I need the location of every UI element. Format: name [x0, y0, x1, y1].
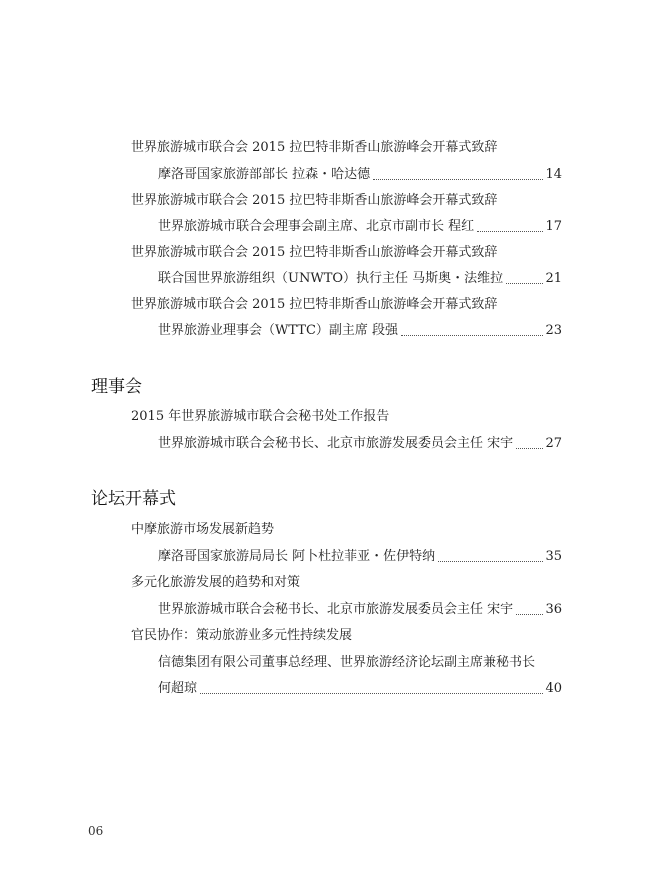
toc-entry-title: 世界旅游城市联合会 2015 拉巴特非斯香山旅游峰会开幕式致辞: [131, 245, 498, 260]
dot-leader: [516, 613, 543, 615]
dot-leader: [438, 560, 543, 562]
toc-entry-line[interactable]: [158, 601, 562, 619]
toc-entry-speaker: 世界旅游城市联合会理事会副主席、北京市副市长 程红: [158, 219, 475, 234]
dot-leader: [401, 334, 543, 336]
toc-entry-page: 21: [545, 271, 562, 286]
toc-entry-line[interactable]: [158, 680, 562, 698]
toc-entry-page: 36: [545, 602, 562, 617]
toc-entry-page: 14: [545, 167, 562, 182]
toc-entry-title: 世界旅游城市联合会 2015 拉巴特非斯香山旅游峰会开幕式致辞: [131, 140, 498, 155]
toc-entry-speaker: 摩洛哥国家旅游部部长 拉森・哈达德: [158, 167, 371, 182]
toc-entry-title: 多元化旅游发展的趋势和对策: [131, 575, 301, 590]
toc-entry-speaker: 世界旅游城市联合会秘书长、北京市旅游发展委员会主任 宋宇: [158, 436, 514, 451]
toc-entry-speaker: 世界旅游业理事会（WTTC）副主席 段强: [158, 323, 399, 338]
dot-leader: [200, 692, 543, 694]
toc-entry-speaker: 何超琼: [158, 681, 198, 696]
dot-leader: [506, 282, 543, 284]
toc-entry-title: 2015 年世界旅游城市联合会秘书处工作报告: [131, 409, 390, 424]
toc-entry-line[interactable]: [158, 166, 562, 184]
toc-entry-speaker-line1: 信德集团有限公司董事总经理、世界旅游经济论坛副主席兼秘书长: [158, 655, 536, 670]
toc-entry-page: 40: [545, 681, 562, 696]
toc-entry-speaker: 联合国世界旅游组织（UNWTO）执行主任 马斯奥・法维拉: [158, 271, 504, 286]
dot-leader: [477, 230, 543, 232]
toc-entry-line[interactable]: [158, 435, 562, 453]
toc-entry-page: 23: [545, 323, 562, 338]
toc-entry-title: 世界旅游城市联合会 2015 拉巴特非斯香山旅游峰会开幕式致辞: [131, 297, 498, 312]
section-heading-forum-opening: 论坛开幕式: [91, 489, 176, 509]
toc-entry-line[interactable]: [158, 322, 562, 340]
dot-leader: [516, 447, 543, 449]
toc-entry-title: 官民协作：策动旅游业多元性持续发展: [131, 628, 353, 643]
section-heading-council: 理事会: [91, 377, 142, 397]
toc-entry-speaker: 世界旅游城市联合会秘书长、北京市旅游发展委员会主任 宋宇: [158, 602, 514, 617]
dot-leader: [373, 178, 543, 180]
toc-entry-page: 27: [545, 436, 562, 451]
toc-entry-speaker: 摩洛哥国家旅游局局长 阿卜杜拉菲亚・佐伊特纳: [158, 549, 436, 564]
toc-entry-page: 17: [545, 219, 562, 234]
toc-entry-line[interactable]: [158, 548, 562, 566]
toc-entry-title: 世界旅游城市联合会 2015 拉巴特非斯香山旅游峰会开幕式致辞: [131, 193, 498, 208]
toc-entry-line[interactable]: [158, 270, 562, 288]
toc-entry-title: 中摩旅游市场发展新趋势: [131, 522, 275, 537]
toc-entry-line[interactable]: [158, 218, 562, 236]
toc-entry-page: 35: [545, 549, 562, 564]
page-number: 06: [88, 824, 104, 838]
